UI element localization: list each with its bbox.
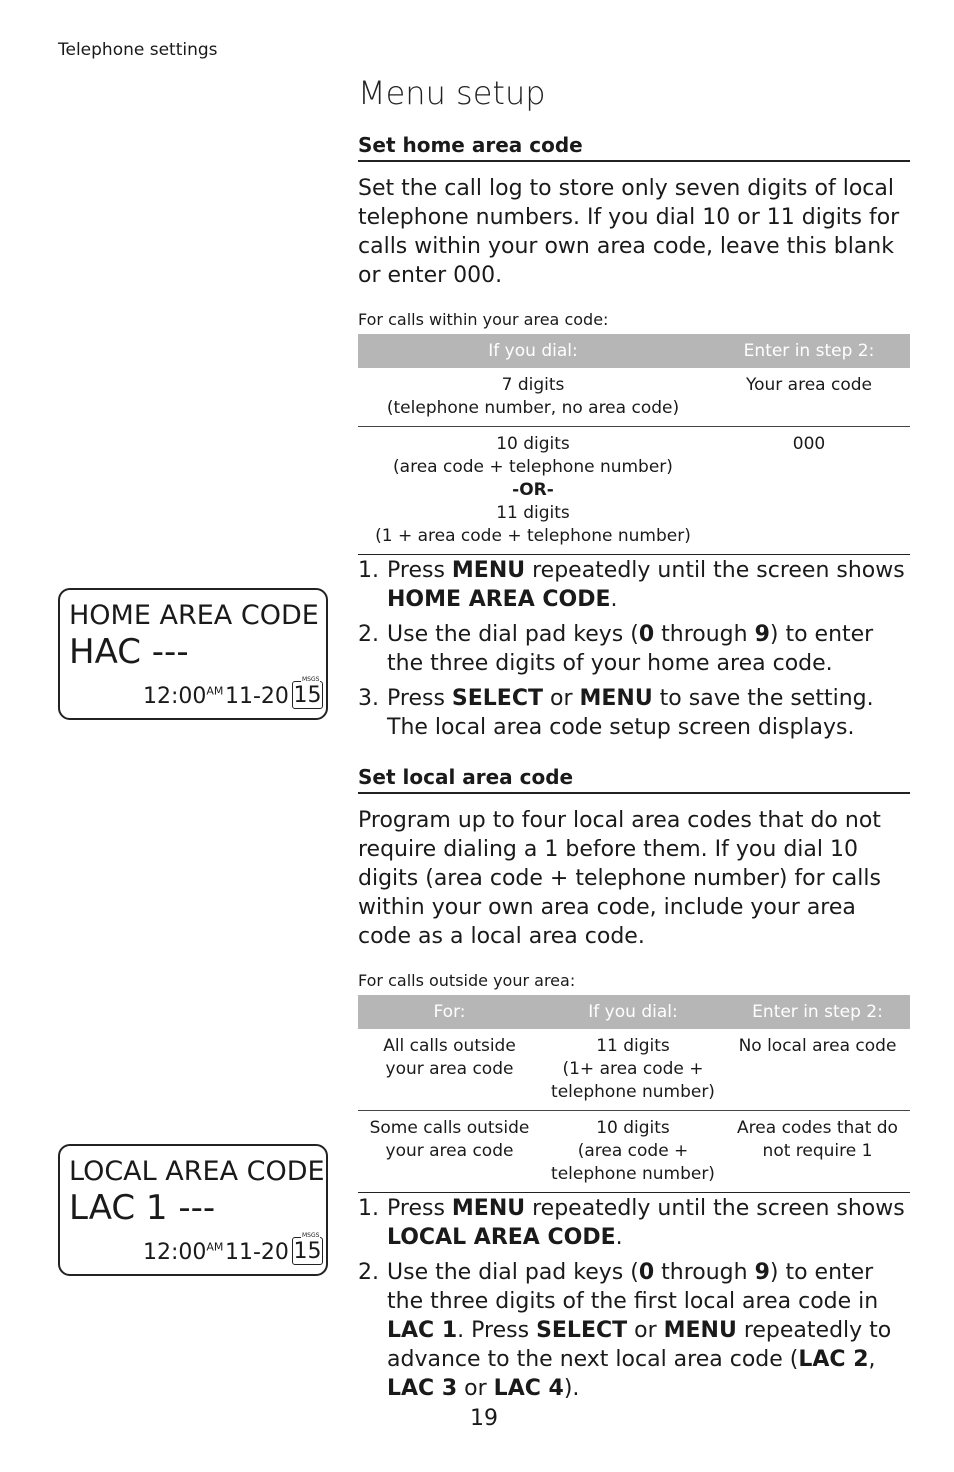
lcd-line-2: HAC --- <box>69 632 189 672</box>
local-area-code-heading: Set local area code <box>358 765 910 794</box>
list-item: 2. Use the dial pad keys (0 through 9) to enter the three digits of your home area code. <box>358 622 874 676</box>
page-number: 19 <box>470 1406 498 1431</box>
table-header: If you dial: <box>541 995 725 1029</box>
list-item: 2. Use the dial pad keys (0 through 9) to enter the three digits of the first local area code in LAC 1. Press SELECT or MENU repeatedly to advance to the next local area code (LAC 2, LAC 3 or LAC 4). <box>358 1260 892 1401</box>
table-header: For: <box>358 995 541 1029</box>
table-cell: 10 digits <box>496 434 570 454</box>
lcd-date: 11-20 <box>225 684 289 709</box>
table-row <box>358 368 910 427</box>
local-area-code-lcd-screen <box>58 1144 328 1276</box>
table-cell: Your area code <box>708 368 910 427</box>
page-title: Menu setup <box>358 74 546 112</box>
table-cell: 11 digits <box>496 503 570 523</box>
local-area-code-steps <box>358 1194 910 1409</box>
lcd-message-count: 15 <box>293 1239 322 1264</box>
table-cell: No local area code <box>725 1029 910 1111</box>
table-header: Enter in step 2: <box>708 334 910 368</box>
home-area-code-steps <box>358 556 910 748</box>
table-row: Some calls outside your area code 10 digits (area code + telephone number) Area codes that do not require 1 <box>358 1111 910 1193</box>
lcd-message-count: 15 <box>293 683 322 708</box>
lcd-msgs-label: MSGS <box>302 676 320 683</box>
lcd-date: 11-20 <box>225 1240 289 1265</box>
list-item: 1. Press MENU repeatedly until the screen shows HOME AREA CODE. <box>358 558 905 612</box>
table-cell: 7 digits <box>501 375 565 395</box>
local-area-code-table <box>358 995 910 1193</box>
table-cell: -OR- <box>512 480 554 500</box>
table-header: Enter in step 2: <box>725 995 910 1029</box>
local-table-caption: For calls outside your area: <box>358 971 576 990</box>
lcd-clock: $12:00^{AM}$ <box>143 1240 224 1265</box>
running-head: Telephone settings <box>58 40 218 60</box>
lcd-clock: $12:00^{AM}$ <box>143 684 224 709</box>
home-area-code-lcd-screen <box>58 588 328 720</box>
local-area-code-intro: Program up to four local area codes that do not require dialing a 1 before them. If you dial 10 digits (area code + telephone number) for calls within your own area code, include your area code as a local area code. <box>358 808 881 949</box>
lcd-line-1: LOCAL AREA CODE <box>69 1156 325 1187</box>
table-cell: (1 + area code + telephone number) <box>375 526 691 546</box>
list-item: 1. Press MENU repeatedly until the screen shows LOCAL AREA CODE. <box>358 1196 905 1250</box>
list-item: 3. Press SELECT or MENU to save the setting. The local area code setup screen displays. <box>358 686 874 740</box>
table-header: If you dial: <box>358 334 708 368</box>
lcd-line-1: HOME AREA CODE <box>69 600 319 631</box>
home-area-code-table <box>358 334 910 555</box>
home-area-code-heading: Set home area code <box>358 133 910 162</box>
table-row <box>358 427 910 555</box>
lcd-line-2: LAC 1 --- <box>69 1188 216 1228</box>
home-area-code-intro: Set the call log to store only seven digits of local telephone numbers. If you dial 10 or 11 digits for calls within your own area code, leave this blank or enter 000. <box>358 176 900 288</box>
table-row: All calls outside your area code 11 digits (1+ area code + telephone number) No local area code <box>358 1029 910 1111</box>
home-table-caption: For calls within your area code: <box>358 310 609 329</box>
table-cell: 000 <box>708 427 910 555</box>
table-cell: (telephone number, no area code) <box>386 398 680 418</box>
table-cell: (area code + telephone number) <box>393 457 673 477</box>
lcd-msgs-label: MSGS <box>302 1232 320 1239</box>
